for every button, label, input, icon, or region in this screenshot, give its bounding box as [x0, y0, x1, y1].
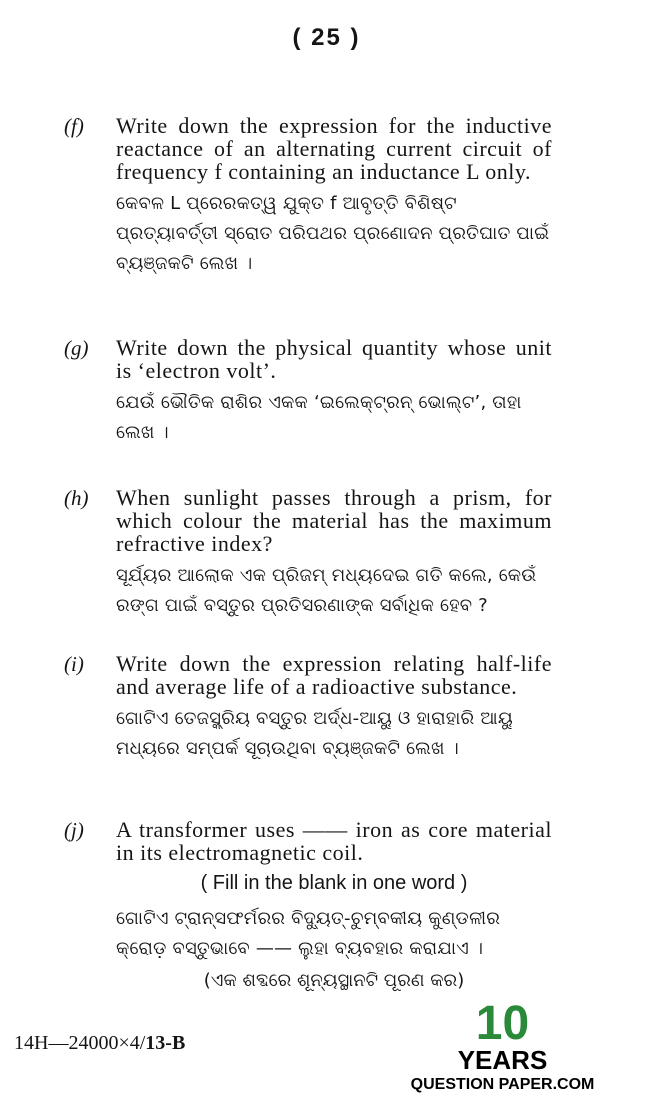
fill-blank-instruction: ( Fill in the blank in one word ): [200, 872, 468, 894]
question-text-english: Write down the expression relating half-life and average life of a radioactive substance.: [116, 651, 552, 699]
question-g: [64, 336, 564, 448]
brand-number: 10: [475, 997, 530, 1050]
question-label: (j): [64, 818, 84, 842]
question-text-odia: ସୂର୍ଯ୍ୟର ଆଲୋକ ଏକ ପ୍ରିଜମ୍ ମଧ୍ୟଦେଇ ଗତି କଲେ, କେଉଁ ରଙ୍ଗ ପାଇଁ ବସ୍ତୁର ପ୍ରତିସରଣାଙ୍କ ସର୍ବାଧିକ ହେବ ?: [116, 565, 537, 616]
question-text-odia: ଯେଉଁ ଭୌତିକ ରାଶିର ଏକକ ‘ଇଲେକ୍‌ଟ୍ରନ୍ ଭୋଲ୍ଟ’, ତାହା ଲେଖ ।: [116, 392, 522, 443]
question-label: (f): [64, 114, 84, 138]
question-text-english: Write down the physical quantity whose unit is ‘electron volt’.: [116, 335, 552, 383]
paper-code-prefix: 14H—24000×4/: [14, 1032, 146, 1054]
question-text-odia: ଗୋଟିଏ ତେଜସ୍କ୍ରିୟ ବସ୍ତୁର ଅର୍ଦ୍ଧ-ଆୟୁ ଓ ହାରାହାରି ଆୟୁ ମଧ୍ୟରେ ସମ୍ପର୍କ ସୂଚାଉଥିବା ବ୍ୟଞ୍ଜକଟି ଲେଖ ।: [116, 708, 513, 759]
question-text-english: When sunlight passes through a prism, for which colour the material has the maximum refractive index?: [116, 485, 552, 556]
question-f: [64, 114, 564, 279]
brand-watermark: [400, 997, 605, 1096]
question-text-odia: ଗୋଟିଏ ଟ୍ରାନ୍ସଫର୍ମରର ବିଦ୍ୟୁତ୍-ଚୁମ୍ବକୀୟ କୁଣ୍ଡଳୀର କ୍ରୋଡ଼ ବସ୍ତୁଭାବେ —— ଲୁହା ବ୍ୟବହାର କରାଯାଏ ।: [116, 908, 501, 959]
question-label: (h): [64, 486, 89, 510]
fill-blank-instruction-odia: (ଏକ ଶବ୍ଦରେ ଶୂନ୍ୟସ୍ଥାନଟି ପୂରଣ କର): [203, 970, 465, 991]
question-text-english: A transformer uses —— iron as core material in its electromagnetic coil.: [116, 817, 552, 865]
brand-site: QUESTION PAPER.COM: [410, 1076, 595, 1093]
page-number: ( 25 ): [292, 24, 361, 51]
question-i: [64, 652, 564, 764]
question-h: [64, 486, 564, 621]
question-label: (i): [64, 652, 84, 676]
question-j: [64, 818, 564, 991]
paper-code-bold: 13-B: [145, 1032, 186, 1054]
brand-years: YEARS: [457, 1045, 548, 1075]
question-label: (g): [64, 336, 89, 360]
paper-code: [14, 1032, 185, 1055]
question-text-odia: କେବଳ L ପ୍ରେରକତ୍ୱ ଯୁକ୍ତ f ଆବୃତ୍ତି ବିଶିଷ୍ଟ ପ୍ରତ୍ୟାବର୍ତ୍ତୀ ସ୍ରୋତ ପରିପଥର ପ୍ରଣୋଦନ ପ୍ରତିଘାତ ପାଇଁ ବ୍ୟଞ୍ଜକଟି ଲେଖ ।: [116, 193, 550, 274]
question-text-english: Write down the expression for the inductive reactance of an alternating current circuit of frequency f containing an inductance L only.: [116, 113, 552, 184]
